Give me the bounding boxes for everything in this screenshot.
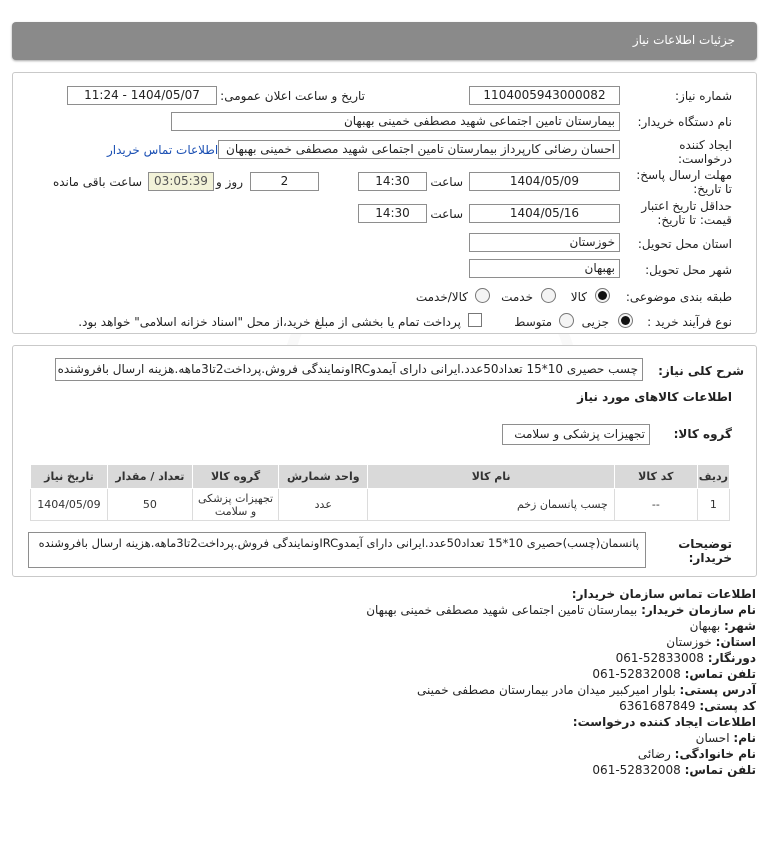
- reply-deadline-label-line1: مهلت ارسال پاسخ:: [636, 168, 732, 182]
- col-header-qty: تعداد / مقدار: [107, 465, 192, 489]
- buyer-org-field[interactable]: بیمارستان تامین اجتماعی شهید مصطفی خمینی بهبهان: [171, 112, 620, 131]
- col-header-group: گروه کالا: [192, 465, 278, 489]
- remaining-days-field[interactable]: 2: [250, 172, 319, 191]
- items-table: [30, 464, 730, 521]
- buyer-notes-label-line2: خریدار:: [688, 551, 732, 565]
- creator-field[interactable]: احسان رضائی کارپرداز بیمارستان تامین اجتماعی شهید مصطفی خمینی بهبهان: [218, 140, 620, 159]
- category-radio-goods[interactable]: [595, 288, 610, 303]
- org-fax-line: دورنگار: 061-52833008: [615, 651, 756, 665]
- remaining-time-counter: 03:05:39: [148, 172, 214, 191]
- category-option-goods-service: کالا/خدمت: [415, 290, 468, 304]
- cell-unit: عدد: [279, 489, 368, 521]
- buyer-notes-field[interactable]: پانسمان(چسب)حصیری 10*15 تعداد50عدد.ایرانی دارای آیمدوIRCونمایندگی فروش.پرداخت2تا3ماهه.هزینه ارسال بافروشنده: [28, 532, 646, 568]
- validity-time-label: ساعت: [430, 207, 463, 221]
- province-label: استان محل تحویل:: [637, 237, 732, 251]
- description-label: شرح کلی نیاز:: [658, 364, 744, 378]
- validity-label-line2: قیمت: تا تاریخ:: [657, 213, 732, 227]
- table-row[interactable]: [31, 489, 730, 521]
- process-radio-minor[interactable]: [618, 313, 633, 328]
- process-option-minor: جزیی: [581, 315, 609, 329]
- org-phone-line: تلفن تماس: 061-52832008: [592, 667, 756, 681]
- cell-row: 1: [697, 489, 729, 521]
- process-label: نوع فرآیند خرید :: [647, 315, 732, 329]
- category-option-service: خدمت: [501, 290, 533, 304]
- items-table-wrapper: [30, 464, 730, 521]
- items-table-header: [31, 465, 730, 489]
- category-option-goods: کالا: [570, 290, 587, 304]
- reply-deadline-label-line2: تا تاریخ:: [693, 182, 732, 196]
- col-header-code: کد کالا: [614, 465, 697, 489]
- category-radio-goods-service[interactable]: [475, 288, 490, 303]
- announce-date-field[interactable]: 1404/05/07 - 11:24: [67, 86, 217, 105]
- page-header: [12, 22, 757, 60]
- buyer-contact-link[interactable]: اطلاعات تماس خریدار: [107, 143, 219, 157]
- goods-group-field[interactable]: تجهیزات پزشکی و سلامت: [502, 424, 650, 445]
- buyer-notes-label-line1: توضیحات: [678, 537, 732, 551]
- description-field[interactable]: چسب حصیری 10*15 تعداد50عدد.ایرانی دارای آیمدوIRCونمایندگی فروش.پرداخت2تا3ماهه.هزینه ارسال بافروشنده: [55, 358, 643, 381]
- process-option-medium: متوسط: [514, 315, 552, 329]
- city-label: شهر محل تحویل:: [645, 263, 732, 277]
- org-contact-title: اطلاعات تماس سازمان خریدار:: [571, 587, 756, 601]
- goods-info-title: اطلاعات کالاهای مورد نیاز: [577, 390, 732, 404]
- announce-date-label: تاریخ و ساعت اعلان عمومی:: [220, 89, 365, 103]
- page-title: جزئیات اطلاعات نیاز: [632, 33, 735, 47]
- org-address-line: آدرس پستی: بلوار امیرکبیر میدان مادر بیمارستان مصطفی خمینی: [417, 683, 756, 697]
- col-header-name: نام کالا: [368, 465, 614, 489]
- cell-qty: 50: [107, 489, 192, 521]
- validity-date-field[interactable]: 1404/05/16: [469, 204, 620, 223]
- need-number-field[interactable]: 1104005943000082: [469, 86, 620, 105]
- treasury-payment-checkbox[interactable]: [468, 313, 482, 327]
- province-field[interactable]: خوزستان: [469, 233, 620, 252]
- creator-phone-line: تلفن تماس: 061-52832008: [592, 763, 756, 777]
- days-label: روز و: [216, 175, 243, 189]
- col-header-row: ردیف: [697, 465, 729, 489]
- treasury-payment-note: پرداخت تمام یا بخشی از مبلغ خرید،از محل "اسناد خزانه اسلامی" خواهد بود.: [78, 315, 461, 329]
- cell-code: --: [614, 489, 697, 521]
- org-province-line: استان: خوزستان: [666, 635, 756, 649]
- buyer-org-label: نام دستگاه خریدار:: [637, 115, 732, 129]
- remaining-label: ساعت باقی مانده: [52, 175, 142, 189]
- org-name-line: نام سازمان خریدار: بیمارستان تامین اجتماعی شهید مصطفی خمینی بهبهان: [366, 603, 756, 617]
- creator-first-name-line: نام: احسان: [695, 731, 756, 745]
- col-header-unit: واحد شمارش: [279, 465, 368, 489]
- org-city-line: شهر: بهبهان: [689, 619, 756, 633]
- reply-time-label: ساعت: [430, 175, 463, 189]
- reply-time-field[interactable]: 14:30: [358, 172, 427, 191]
- col-header-date: تاریخ نیاز: [31, 465, 108, 489]
- process-radio-medium[interactable]: [559, 313, 574, 328]
- category-label: طبقه بندی موضوعی:: [625, 290, 732, 304]
- org-postal-line: کد پستی: 6361687849: [619, 699, 756, 713]
- creator-contact-title: اطلاعات ایجاد کننده درخواست:: [572, 715, 756, 729]
- city-field[interactable]: بهبهان: [469, 259, 620, 278]
- validity-label-line1: حداقل تاریخ اعتبار: [641, 199, 732, 213]
- creator-label-line2: درخواست:: [678, 152, 732, 166]
- cell-name: چسب پانسمان زخم: [368, 489, 614, 521]
- cell-group: تجهیزات پزشکی و سلامت: [192, 489, 278, 521]
- creator-label-line1: ایجاد کننده: [679, 138, 732, 152]
- category-radio-service[interactable]: [541, 288, 556, 303]
- need-number-label: شماره نیاز:: [675, 89, 732, 103]
- goods-group-label: گروه کالا:: [673, 427, 732, 441]
- cell-date: 1404/05/09: [31, 489, 108, 521]
- reply-date-field[interactable]: 1404/05/09: [469, 172, 620, 191]
- creator-last-name-line: نام خانوادگی: رضائی: [637, 747, 756, 761]
- validity-time-field[interactable]: 14:30: [358, 204, 427, 223]
